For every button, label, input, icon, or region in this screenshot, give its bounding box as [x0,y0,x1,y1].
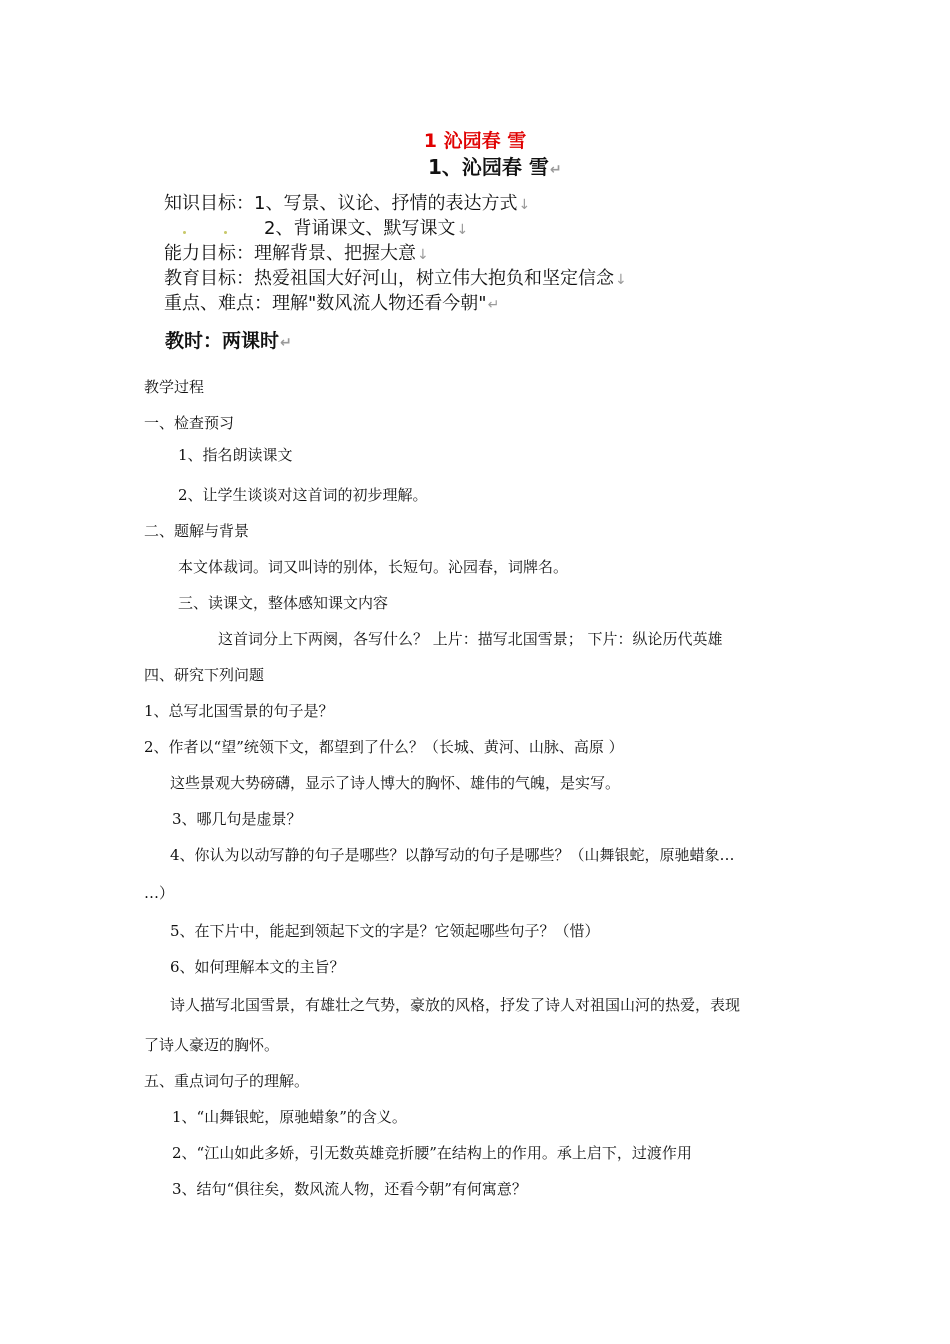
paragraph-mark-icon: ↵ [280,335,292,351]
question-4: 4、你认为以动写静的句子是哪些？以静写动的句子是哪些？（山舞银蛇，原驰蜡象… [170,846,735,864]
line-break-icon: ↓ [417,247,429,263]
paragraph-mark-icon: ↵ [487,297,500,313]
teaching-process-heading: 教学过程 [144,378,205,396]
section-4-heading: 四、研究下列问题 [144,666,265,684]
dot-icon [183,231,186,234]
section-5-heading: 五、重点词句子的理解。 [144,1072,310,1090]
focus-text: 重点、难点：理解"数风流人物还看今朝" [164,293,487,314]
question-6-cont: 了诗人豪迈的胸怀。 [144,1036,280,1054]
education-text: 教育目标：热爱祖国大好河山，树立伟大抱负和坚定信念 [164,268,614,289]
education-objective [164,264,627,290]
line-break-icon: ↓ [456,222,469,238]
section-3-heading: 三、读课文，整体感知课文内容 [178,594,389,612]
ability-objective [164,239,429,265]
key-item-3: 3、结句“俱往矣，数风流人物，还看今朝”有何寓意？ [172,1180,527,1198]
question-1: 1、总写北国雪景的句子是？ [144,702,334,720]
section-2-heading: 二、题解与背景 [144,522,250,540]
question-5: 5、在下片中，能起到领起下文的字是？它领起哪些句子？（惜） [170,922,600,940]
section-1-item-1: 1、指名朗读课文 [178,446,293,464]
class-hours [165,326,292,353]
question-3: 3、哪几句是虚景？ [172,810,302,828]
question-2-text: 这些景观大势磅礴，显示了诗人博大的胸怀、雄伟的气魄，是实写。 [170,774,621,792]
dot-icon [224,231,227,234]
section-1-heading: 一、检查预习 [144,414,235,432]
focus-difficulty [164,289,499,315]
section-3-text: 这首词分上下两阕，各写什么？ 上片：描写北国雪景； 下片：纵论历代英雄 [218,630,723,648]
key-item-2: 2、“江山如此多娇，引无数英雄竞折腰”在结构上的作用。承上启下，过渡作用 [172,1144,692,1162]
knowledge-objective [164,189,530,215]
line-break-icon: ↓ [518,197,531,213]
section-1-item-2: 2、让学生谈谈对这首词的初步理解。 [178,486,428,504]
hours-text: 教时：两课时 [165,330,280,352]
ability-text: 能力目标：理解背景、把握大意 [164,243,416,264]
knowledge-objective-2 [264,214,468,240]
document-title: 1 沁园春 雪 [423,130,527,152]
section-2-text: 本文体裁词。词又叫诗的别体，长短句。沁园春，词牌名。 [178,558,569,576]
embedded-subtitle [428,151,562,180]
knowledge-2-text: 2、背诵课文、默写课文 [264,218,456,239]
subtitle-text: 1、沁园春 雪 [428,155,549,179]
question-6-text: 诗人描写北国雪景，有雄壮之气势，豪放的风格，抒发了诗人对祖国山河的热爱，表现 [170,996,741,1014]
knowledge-text: 知识目标：1、写景、议论、抒情的表达方式 [164,193,518,214]
question-2: 2、作者以“望”统领下文，都望到了什么？（长城、黄河、山脉、高原 ） [144,738,624,756]
question-4-cont: …） [144,884,175,902]
line-break-icon: ↓ [615,272,627,288]
key-item-1: 1、“山舞银蛇，原驰蜡象”的含义。 [172,1108,407,1126]
paragraph-mark-icon: ↵ [549,162,562,178]
question-6: 6、如何理解本文的主旨？ [170,958,345,976]
